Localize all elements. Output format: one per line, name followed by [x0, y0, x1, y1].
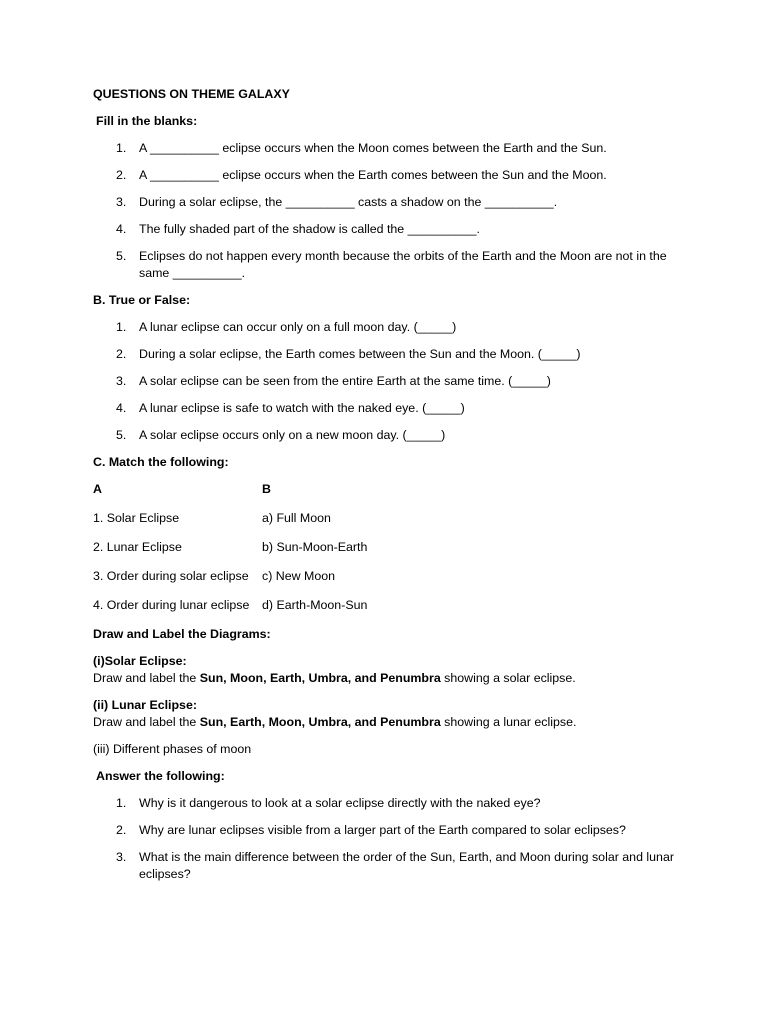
item-number: 4. — [116, 401, 127, 415]
item-text: During a solar eclipse, the __________ casts a shadow on the __________. — [139, 195, 558, 209]
item-number: 5. — [116, 249, 127, 263]
item-text: A lunar eclipse is safe to watch with the naked eye. (_____) — [139, 401, 465, 415]
diagram-instruction — [93, 670, 683, 687]
worksheet-page — [93, 86, 683, 893]
item-number: 1. — [116, 141, 127, 155]
item-text: A __________ eclipse occurs when the Earth comes between the Sun and the Moon. — [139, 168, 607, 182]
section-c-heading: C. Match the following: — [93, 455, 229, 469]
item-text: During a solar eclipse, the Earth comes between the Sun and the Moon. (_____) — [139, 347, 581, 361]
item-text: A solar eclipse can be seen from the entire Earth at the same time. (_____) — [139, 374, 551, 388]
section-d-heading: Draw and Label the Diagrams: — [93, 627, 271, 641]
instruction-bold: Sun, Earth, Moon, Umbra, and Penumbra — [199, 715, 441, 729]
diagram-label: (ii) Lunar Eclipse: — [93, 698, 197, 712]
match-header-row — [93, 481, 683, 498]
diagram-solar — [93, 653, 683, 687]
match-row — [93, 568, 683, 585]
section-b-heading: B. True or False: — [93, 293, 191, 307]
item-number: 3. — [116, 850, 127, 864]
match-left: 1. Solar Eclipse — [93, 511, 180, 525]
match-right: a) Full Moon — [262, 511, 331, 525]
list-item — [93, 427, 683, 444]
list-item — [93, 822, 683, 839]
item-text: Why is it dangerous to look at a solar eclipse directly with the naked eye? — [139, 796, 541, 810]
item-text: What is the main difference between the order of the Sun, Earth, and Moon during solar and lunar eclipses? — [139, 850, 674, 881]
item-number: 4. — [116, 222, 127, 236]
diagram-moon-phases: (iii) Different phases of moon — [93, 742, 252, 756]
match-row — [93, 510, 683, 527]
item-text: Eclipses do not happen every month because the orbits of the Earth and the Moon are not in the same __________. — [139, 249, 667, 280]
instruction-suffix: showing a solar eclipse. — [440, 671, 576, 685]
list-item — [93, 849, 683, 883]
fill-blanks-list — [93, 140, 683, 282]
instruction-prefix: Draw and label the — [93, 671, 200, 685]
list-item — [93, 319, 683, 336]
item-text: Why are lunar eclipses visible from a larger part of the Earth compared to solar eclipses? — [139, 823, 626, 837]
list-item — [93, 400, 683, 417]
answer-list — [93, 795, 683, 883]
match-row — [93, 597, 683, 614]
item-number: 3. — [116, 195, 127, 209]
match-row — [93, 539, 683, 556]
list-item — [93, 140, 683, 157]
item-text: The fully shaded part of the shadow is called the __________. — [139, 222, 480, 236]
page-title: QUESTIONS ON THEME GALAXY — [93, 87, 290, 101]
list-item — [93, 221, 683, 238]
instruction-prefix: Draw and label the — [93, 715, 200, 729]
instruction-bold: Sun, Moon, Earth, Umbra, and Penumbra — [199, 671, 441, 685]
match-left: 4. Order during lunar eclipse — [93, 598, 250, 612]
list-item — [93, 167, 683, 184]
item-text: A __________ eclipse occurs when the Moon comes between the Earth and the Sun. — [139, 141, 607, 155]
list-item — [93, 373, 683, 390]
true-false-list — [93, 319, 683, 444]
list-item — [93, 194, 683, 211]
item-text: A lunar eclipse can occur only on a full moon day. (_____) — [139, 320, 457, 334]
item-number: 1. — [116, 320, 127, 334]
match-right: d) Earth-Moon-Sun — [262, 598, 368, 612]
column-b-heading: B — [262, 482, 271, 496]
match-right: c) New Moon — [262, 569, 335, 583]
list-item — [93, 248, 683, 282]
item-number: 2. — [116, 823, 127, 837]
item-number: 2. — [116, 168, 127, 182]
item-number: 5. — [116, 428, 127, 442]
match-right: b) Sun-Moon-Earth — [262, 540, 368, 554]
item-number: 2. — [116, 347, 127, 361]
instruction-suffix: showing a lunar eclipse. — [440, 715, 577, 729]
list-item — [93, 795, 683, 812]
section-e-heading: Answer the following: — [96, 769, 225, 783]
diagram-label: (i)Solar Eclipse: — [93, 654, 187, 668]
match-left: 2. Lunar Eclipse — [93, 540, 182, 554]
item-number: 3. — [116, 374, 127, 388]
match-left: 3. Order during solar eclipse — [93, 569, 249, 583]
list-item — [93, 346, 683, 363]
item-number: 1. — [116, 796, 127, 810]
diagram-lunar — [93, 697, 683, 731]
diagram-instruction — [93, 714, 683, 731]
item-text: A solar eclipse occurs only on a new moon day. (_____) — [139, 428, 446, 442]
section-a-heading: Fill in the blanks: — [96, 114, 198, 128]
column-a-heading: A — [93, 482, 102, 496]
